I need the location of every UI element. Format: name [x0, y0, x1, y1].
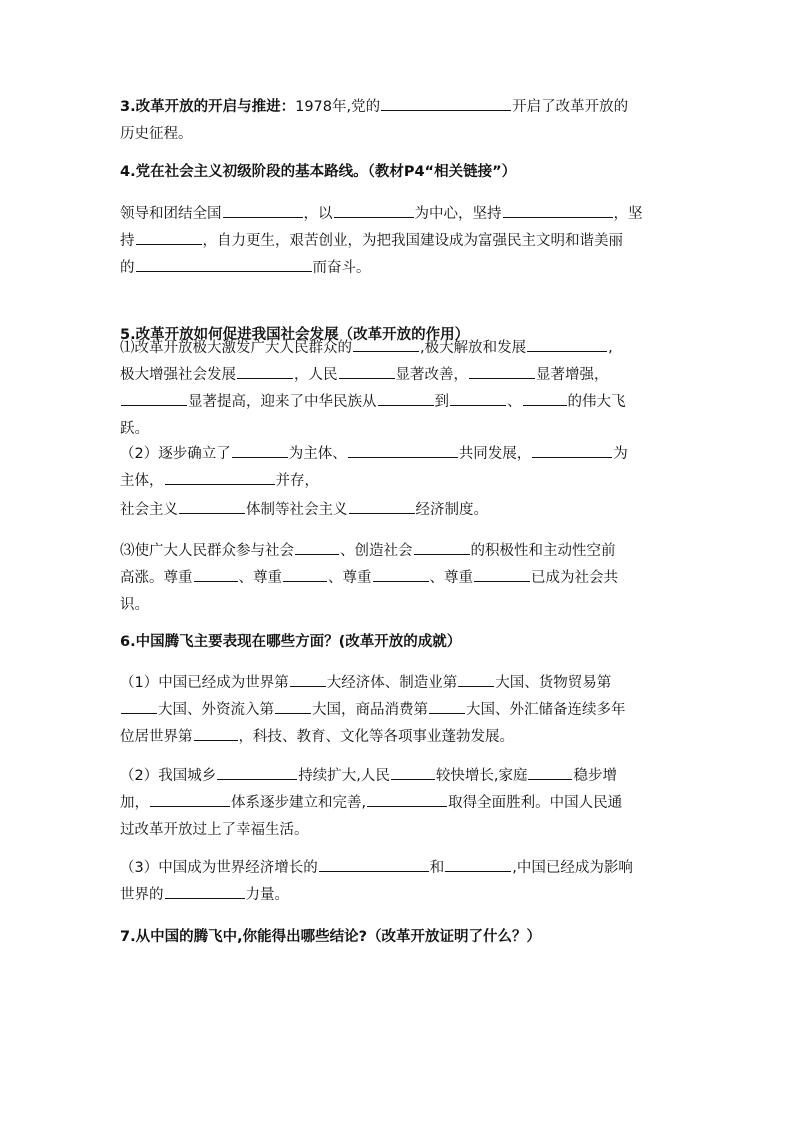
- section-5-p1-line-2: 极大增强社会发展 ，人民 显著改善， 显著增强，: [120, 362, 680, 389]
- section-5-p1-line-4: 跃。: [120, 421, 149, 437]
- section-6-heading: 6.中国腾飞主要表现在哪些方面？(改革开放的成就）: [120, 634, 462, 650]
- section-3: [120, 94, 680, 148]
- section-6-p2-line-2: 加， 体系逐步建立和完善, 取得全面胜利。中国人民通: [120, 790, 680, 817]
- fill-blank[interactable]: [503, 201, 613, 218]
- section-3-line-1: 3.改革开放的开启与推进：1978年,党的 开启了改革开放的: [120, 94, 680, 121]
- fill-blank[interactable]: [528, 763, 572, 780]
- section-5-p3-line-3: 识。: [120, 597, 149, 613]
- fill-blank[interactable]: [223, 201, 303, 218]
- section-6-part-3: [120, 855, 680, 909]
- section-6-p2-line-3: 过改革开放过上了幸福生活。: [120, 822, 309, 838]
- fill-blank[interactable]: [367, 790, 447, 807]
- section-5-part-1: [120, 335, 680, 443]
- section-4-line-2: 持 ，自力更生，艰苦创业，为把我国建设成为富强民主文明和谐美丽: [120, 228, 680, 255]
- fill-blank[interactable]: [474, 565, 530, 582]
- fill-blank[interactable]: [429, 697, 465, 714]
- section-4-line-1: 领导和团结全国 ，以 为中心，坚持 ，坚: [120, 201, 680, 228]
- section-5-p2-line-2: 主体， 并存，: [120, 468, 680, 495]
- fill-blank[interactable]: [450, 389, 506, 406]
- section-6-part-1: [120, 670, 680, 751]
- fill-blank[interactable]: [527, 335, 607, 352]
- section-5-part-3: [120, 538, 680, 619]
- fill-blank[interactable]: [194, 724, 238, 741]
- fill-blank[interactable]: [121, 697, 157, 714]
- section-5-p1-line-3: 显著提高，迎来了中华民族从 到 、 的伟大飞: [120, 389, 680, 416]
- fill-blank[interactable]: [136, 255, 312, 272]
- section-5-p3-line-2: 高涨。尊重 、尊重 、尊重 、尊重 已成为社会共: [120, 565, 680, 592]
- fill-blank[interactable]: [391, 763, 435, 780]
- section-4-line-3: 的 而奋斗。: [120, 255, 680, 282]
- fill-blank[interactable]: [445, 855, 511, 872]
- section-5-heading: 5.改革开放如何促进我国社会发展（改革开放的作用）: [120, 327, 470, 343]
- fill-blank[interactable]: [217, 763, 297, 780]
- fill-blank[interactable]: [349, 497, 415, 514]
- section-6-part-2: [120, 763, 680, 844]
- fill-blank[interactable]: [150, 790, 230, 807]
- section-3-line-2: 历史征程。: [120, 126, 193, 142]
- section-5-p3-line-1: ⑶使广大人民群众参与社会 、创造社会 的积极性和主动性空前: [120, 538, 680, 565]
- section-6-p3-line-2: 世界的 力量。: [120, 882, 680, 909]
- fill-blank[interactable]: [414, 538, 470, 555]
- section-5-p2-line-3: 社会主义 体制等社会主义 经济制度。: [120, 497, 680, 524]
- fill-blank[interactable]: [290, 670, 326, 687]
- fill-blank[interactable]: [232, 441, 288, 458]
- section-6-p3-line-1: （3）中国成为世界经济增长的 和 ,中国已经成为影响: [120, 855, 680, 882]
- fill-blank[interactable]: [283, 565, 327, 582]
- section-3-heading: 3.改革开放的开启与推进：: [120, 99, 296, 115]
- fill-blank[interactable]: [237, 362, 293, 379]
- section-5-p2-line-1: （2）逐步确立了 为主体、 共同发展， 为: [120, 441, 680, 468]
- section-5-p1-line-1: ⑴改革开放极大激发广大人民群众的 ,极大解放和发展 ,: [120, 335, 680, 362]
- section-6-p2-line-1: （2）我国城乡 持续扩大,人民 较快增长,家庭 稳步增: [120, 763, 680, 790]
- fill-blank[interactable]: [378, 389, 434, 406]
- fill-blank[interactable]: [121, 389, 187, 406]
- fill-blank[interactable]: [373, 565, 429, 582]
- fill-blank[interactable]: [339, 362, 395, 379]
- fill-blank[interactable]: [334, 201, 414, 218]
- fill-blank[interactable]: [275, 697, 311, 714]
- fill-blank[interactable]: [179, 497, 245, 514]
- fill-blank[interactable]: [532, 441, 612, 458]
- fill-blank[interactable]: [136, 228, 202, 245]
- fill-blank[interactable]: [523, 389, 567, 406]
- section-4-body: [120, 201, 680, 282]
- fill-blank[interactable]: [348, 441, 458, 458]
- section-5-part-2-cont: [120, 497, 680, 524]
- section-6-p1-line-3: 位居世界第 ，科技、教育、文化等各项事业蓬勃发展。: [120, 724, 680, 751]
- fill-blank[interactable]: [295, 538, 339, 555]
- section-6-p1-line-2: 大国、外资流入第 大国，商品消费第 大国、外汇储备连续多年: [120, 697, 680, 724]
- section-7-heading: 7.从中国的腾飞中,你能得出哪些结论?（改革开放证明了什么？）: [120, 929, 542, 945]
- fill-blank[interactable]: [165, 468, 275, 485]
- fill-blank[interactable]: [353, 335, 419, 352]
- section-6-p1-line-1: （1）中国已经成为世界第 大经济体、制造业第 大国、货物贸易第: [120, 670, 680, 697]
- section-4-heading: 4.党在社会主义初级阶段的基本路线。（教材P4“相关链接”）: [120, 164, 517, 180]
- fill-blank[interactable]: [469, 362, 535, 379]
- fill-blank[interactable]: [458, 670, 494, 687]
- fill-blank[interactable]: [194, 565, 238, 582]
- fill-blank[interactable]: [381, 94, 511, 111]
- section-5-part-2: [120, 441, 680, 495]
- fill-blank[interactable]: [165, 882, 245, 899]
- fill-blank[interactable]: [319, 855, 429, 872]
